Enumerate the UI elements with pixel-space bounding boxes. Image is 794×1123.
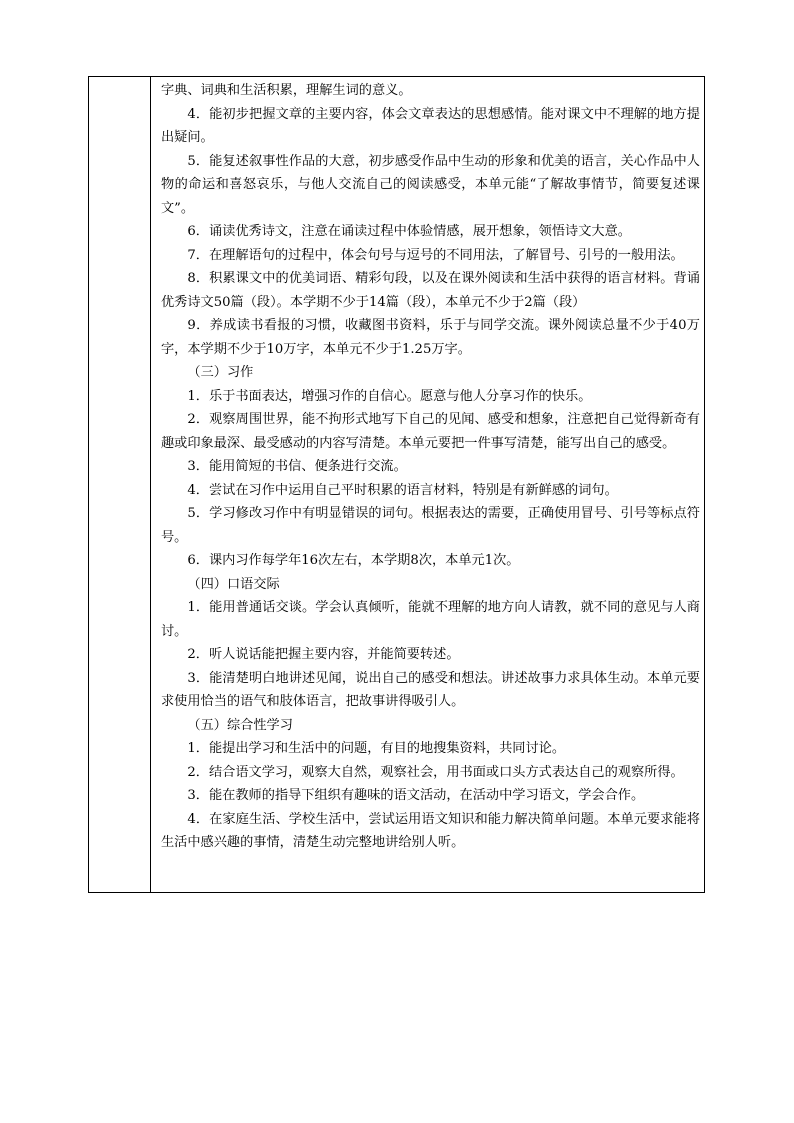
paragraph: 3．能清楚明白地讲述见闻，说出自己的感受和想法。讲述故事力求具体生动。本单元要求使用恰当的语气和肢体语言，把故事讲得吸引人。 xyxy=(161,670,700,709)
paragraph: 1．能用普通话交谈。学会认真倾听，能就不理解的地方向人请教，就不同的意见与人商讨。 xyxy=(161,600,700,639)
paragraph: 4．尝试在习作中运用自己平时积累的语言材料，特别是有新鲜感的词句。 xyxy=(187,482,618,498)
paragraph: 4．在家庭生活、学校生活中，尝试运用语文知识和能力解决简单问题。本单元要求能将生活中感兴趣的事情，清楚生动完整地讲给别人听。 xyxy=(161,811,700,850)
paragraph: 2．听人说话能把握主要内容，并能简要转述。 xyxy=(187,647,460,662)
paragraph: 8．积累课文中的优美词语、精彩句段，以及在课外阅读和生活中获得的语言材料。背诵优秀诗文50篇（段）。本学期不少于14篇（段），本单元不少于2篇（段） xyxy=(161,271,700,310)
table-content-cell xyxy=(151,77,704,892)
paragraph: 6．诵读优秀诗文，注意在诵读过程中体验情感，展开想象，领悟诗文大意。 xyxy=(187,224,631,239)
paragraph: 4．能初步把握文章的主要内容，体会文章表达的思想感情。能对课文中不理解的地方提出疑问。 xyxy=(161,106,700,145)
paragraph: （三）习作 xyxy=(187,365,254,380)
paragraph: 3．能在教师的指导下组织有趣味的语文活动，在活动中学习语文，学会合作。 xyxy=(187,788,645,803)
paragraph: 1．乐于书面表达，增强习作的自信心。愿意与他人分享习作的快乐。 xyxy=(187,388,592,404)
objectives-table xyxy=(88,76,705,893)
paragraph: 2．结合语文学习，观察大自然，观察社会，用书面或口头方式表达自己的观察所得。 xyxy=(187,764,684,780)
paragraph: 2．观察周围世界，能不拘形式地写下自己的见闻、感受和想象，注意把自己觉得新奇有趣或印象最深、最受感动的内容写清楚。本单元要把一件事写清楚，能写出自己的感受。 xyxy=(161,412,700,451)
paragraph: （四）口语交际 xyxy=(187,576,280,592)
paragraph: 3．能用简短的书信、便条进行交流。 xyxy=(187,459,407,474)
paragraph: 5．能复述叙事性作品的大意，初步感受作品中生动的形象和优美的语言，关心作品中人物的命运和喜怒哀乐，与他人交流自己的阅读感受，本单元能“了解故事情节，简要复述课文”。 xyxy=(161,153,700,216)
paragraph: 5．学习修改习作中有明显错误的词句。根据表达的需要，正确使用冒号、引号等标点符号。 xyxy=(161,506,700,545)
paragraph: 7．在理解语句的过程中，体会句号与逗号的不同用法，了解冒号、引号的一般用法。 xyxy=(187,247,684,263)
paragraph: （五）综合性学习 xyxy=(187,717,293,733)
paragraph: 6．课内习作每学年16次左右，本学期8次，本单元1次。 xyxy=(187,553,520,568)
paragraph: 字典、词典和生活积累，理解生词的意义。 xyxy=(161,83,412,98)
table-left-column xyxy=(89,77,151,892)
paragraph: 9．养成读书看报的习惯，收藏图书资料，乐于与同学交流。课外阅读总量不少于40万字，本学期不少于10万字，本单元不少于1.25万字。 xyxy=(161,318,700,357)
paragraph: 1．能提出学习和生活中的问题，有目的地搜集资料，共同讨论。 xyxy=(187,741,566,756)
